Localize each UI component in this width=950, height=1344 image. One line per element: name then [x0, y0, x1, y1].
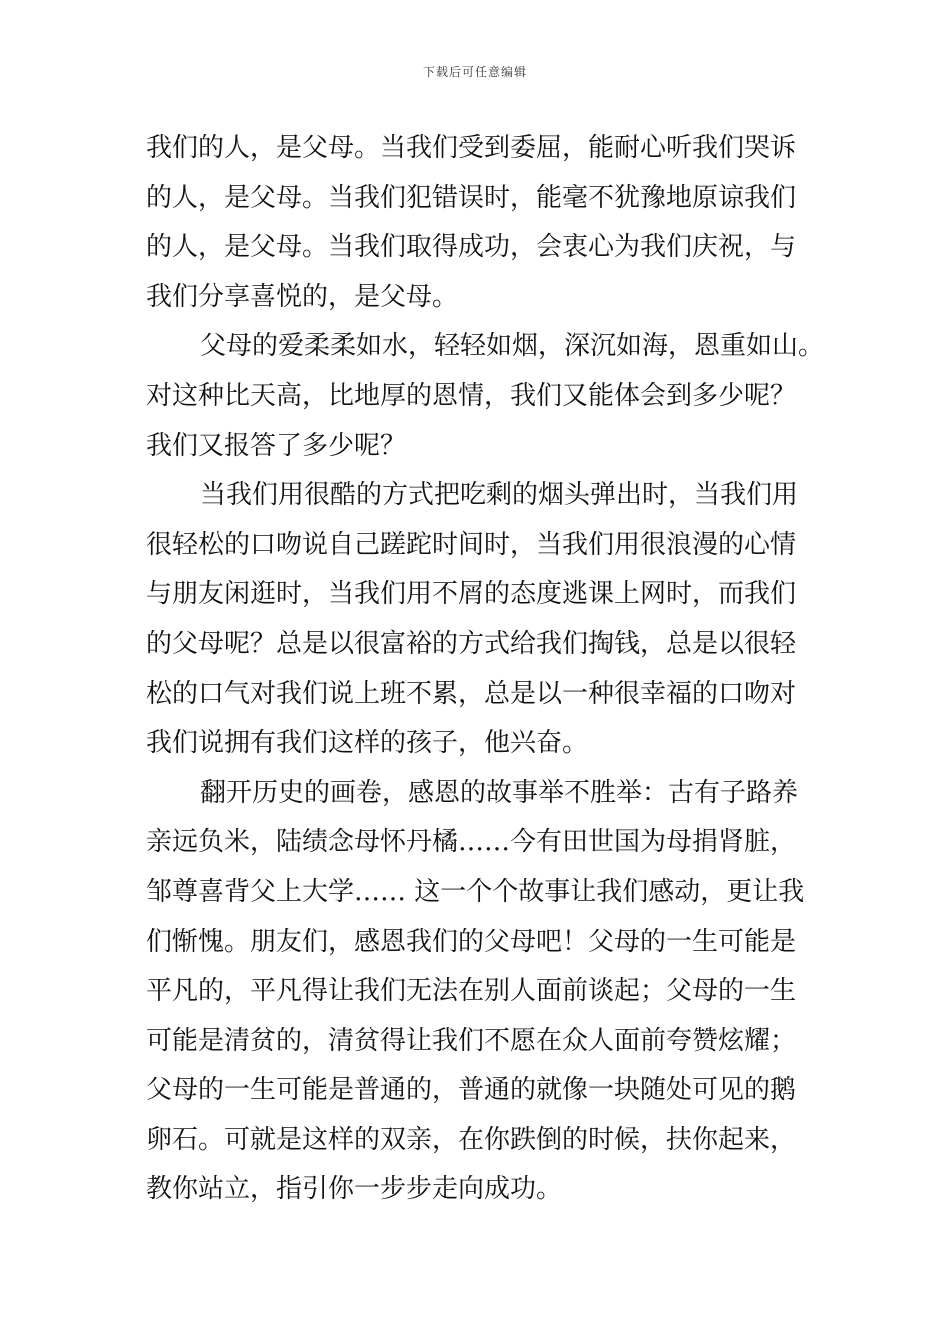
- paragraph-3: [146, 471, 818, 769]
- text-line: 亲远负米，陆绩念母怀丹橘……今有田世国为母捐肾脏，: [146, 827, 797, 858]
- paragraph-4: [146, 769, 818, 1215]
- paragraph-1: [146, 124, 818, 322]
- text-line: 我们分享喜悦的，是父母。: [146, 281, 459, 312]
- text-line: 的父母呢？总是以很富裕的方式给我们掏钱，总是以很轻: [146, 628, 797, 659]
- text-line: 可能是清贫的，清贫得让我们不愿在众人面前夸赞炫耀；: [146, 1025, 797, 1056]
- text-line: 当我们用很酷的方式把吃剩的烟头弹出时，当我们用: [200, 480, 799, 511]
- text-line: 对这种比天高，比地厚的恩情，我们又能体会到多少呢？: [146, 380, 797, 411]
- text-line: 的人，是父母。当我们犯错误时，能毫不犹豫地原谅我们: [146, 182, 797, 213]
- text-line: 与朋友闲逛时，当我们用不屑的态度逃课上网时，而我们: [146, 579, 797, 610]
- text-line: 很轻松的口吻说自己蹉跎时间时，当我们用很浪漫的心情: [146, 529, 797, 560]
- text-line: 我们说拥有我们这样的孩子，他兴奋。: [146, 728, 589, 759]
- text-line: 父母的一生可能是普通的，普通的就像一块随处可见的鹅: [146, 1075, 797, 1106]
- text-line: 的人，是父母。当我们取得成功，会衷心为我们庆祝，与: [146, 232, 797, 263]
- text-line: 我们的人，是父母。当我们受到委屈，能耐心听我们哭诉: [146, 133, 797, 163]
- text-line: 教你站立，指引你一步步走向成功。: [146, 1174, 563, 1205]
- text-line: 父母的爱柔柔如水，轻轻如烟，深沉如海，恩重如山。: [200, 331, 825, 362]
- text-line: 松的口气对我们说上班不累，总是以一种很幸福的口吻对: [146, 678, 797, 709]
- page-header: 下载后可任意编辑: [422, 65, 527, 79]
- document-body: [146, 124, 825, 1215]
- text-line: 卵石。可就是这样的双亲，在你跌倒的时候，扶你起来，: [146, 1124, 797, 1155]
- text-line: 们惭愧。朋友们，感恩我们的父母吧！父母的一生可能是: [146, 926, 797, 957]
- text-line: 我们又报答了多少呢？: [146, 430, 407, 461]
- text-line: 翻开历史的画卷，感恩的故事举不胜举：古有子路养: [200, 777, 799, 808]
- text-line: 平凡的，平凡得让我们无法在别人面前谈起；父母的一生: [146, 976, 797, 1007]
- paragraph-2: [146, 322, 825, 471]
- text-line: 邹尊喜背父上大学…… 这一个个故事让我们感动，更让我: [146, 876, 805, 907]
